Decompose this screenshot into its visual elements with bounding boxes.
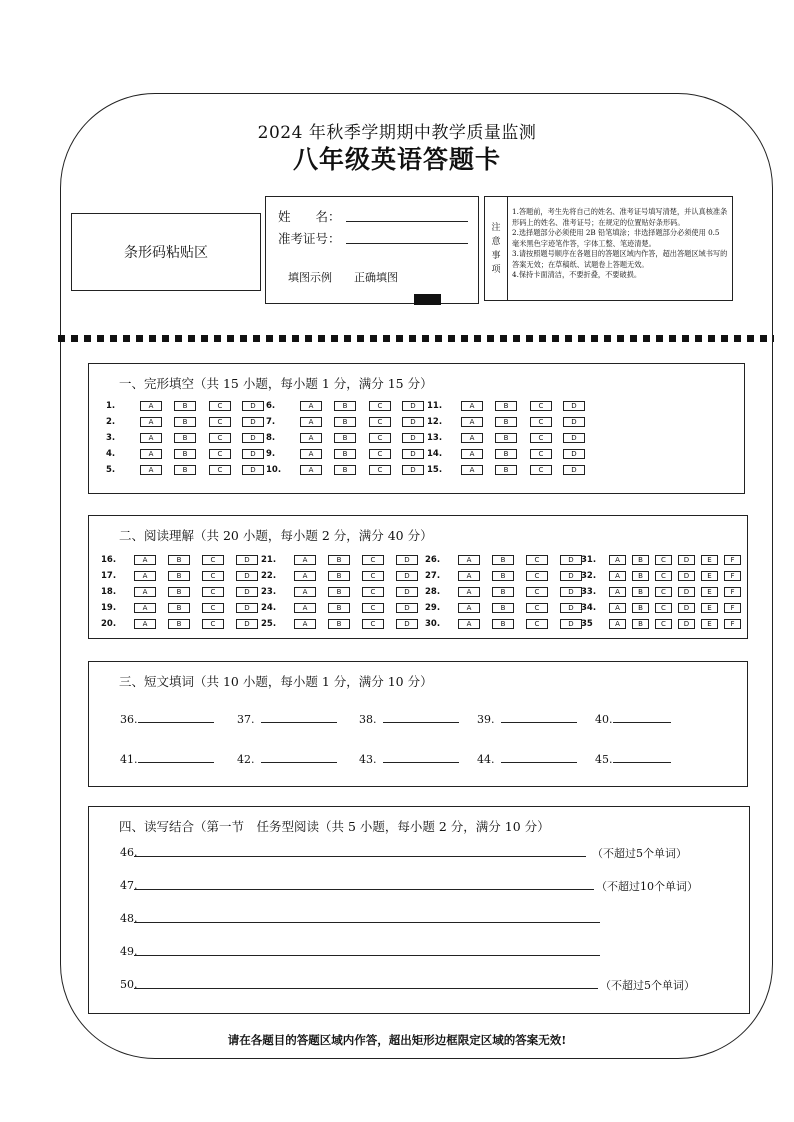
- option-bubble-b[interactable]: B: [328, 587, 350, 597]
- option-bubble-b[interactable]: B: [632, 555, 649, 565]
- option-bubble-c[interactable]: C: [369, 449, 391, 459]
- notes-box: [484, 196, 733, 301]
- blank-line[interactable]: [383, 712, 459, 723]
- option-bubble-c[interactable]: C: [209, 417, 231, 427]
- question-number: 27.: [425, 571, 441, 581]
- question-number: 6.: [266, 401, 276, 411]
- option-bubble-d[interactable]: D: [242, 417, 264, 427]
- option-bubble-f[interactable]: F: [724, 587, 741, 597]
- option-bubble-e[interactable]: E: [701, 555, 718, 565]
- option-bubble-d[interactable]: D: [242, 401, 264, 411]
- question-number: 18.: [101, 587, 117, 597]
- option-bubble-c[interactable]: C: [202, 571, 224, 581]
- cut-line: [58, 335, 774, 342]
- question-number: 34.: [581, 603, 597, 613]
- question-number: 26.: [425, 555, 441, 565]
- option-bubble-d[interactable]: D: [236, 555, 258, 565]
- option-bubble-b[interactable]: B: [168, 603, 190, 613]
- word-blank[interactable]: [595, 752, 671, 766]
- blank-line[interactable]: [383, 752, 459, 763]
- question-number: 9.: [266, 449, 276, 459]
- blank-number: 38.: [359, 713, 377, 726]
- word-limit-hint: （不超过5个单词）: [592, 847, 687, 860]
- word-blank[interactable]: [237, 752, 337, 766]
- answer-underline[interactable]: [134, 988, 598, 989]
- section-word-fill: [88, 661, 748, 787]
- question-number: 29.: [425, 603, 441, 613]
- word-blank[interactable]: [477, 752, 577, 766]
- option-bubble-c[interactable]: C: [202, 555, 224, 565]
- option-bubble-b[interactable]: B: [492, 619, 514, 629]
- option-bubble-b[interactable]: B: [495, 433, 517, 443]
- option-bubble-a[interactable]: A: [134, 603, 156, 613]
- option-bubble-f[interactable]: F: [724, 603, 741, 613]
- option-bubble-b[interactable]: B: [632, 571, 649, 581]
- blank-line[interactable]: [501, 752, 577, 763]
- option-bubble-d[interactable]: D: [396, 603, 418, 613]
- option-bubble-a[interactable]: A: [458, 603, 480, 613]
- option-bubble-d[interactable]: D: [236, 603, 258, 613]
- option-bubble-a[interactable]: A: [300, 417, 322, 427]
- section-title: 四、读写结合（第一节 任务型阅读（共 5 小题，每小题 2 分，满分 10 分）: [119, 819, 550, 834]
- question-number: 10.: [266, 465, 282, 475]
- option-bubble-e[interactable]: E: [701, 571, 718, 581]
- question-number: 22.: [261, 571, 277, 581]
- notes-heading-char: 注: [491, 222, 501, 233]
- option-bubble-d[interactable]: D: [242, 465, 264, 475]
- option-bubble-a[interactable]: A: [461, 449, 483, 459]
- option-bubble-d[interactable]: D: [402, 465, 424, 475]
- option-bubble-b[interactable]: B: [632, 603, 649, 613]
- option-bubble-c[interactable]: C: [655, 587, 672, 597]
- option-bubble-d[interactable]: D: [678, 603, 695, 613]
- option-bubble-a[interactable]: A: [300, 449, 322, 459]
- question-number: 25.: [261, 619, 277, 629]
- option-bubble-d[interactable]: D: [563, 465, 585, 475]
- option-bubble-b[interactable]: B: [495, 449, 517, 459]
- answer-underline[interactable]: [134, 889, 594, 890]
- question-number: 24.: [261, 603, 277, 613]
- footer-warning: 请在各题目的答题区域内作答，超出矩形边框限定区域的答案无效!: [227, 1033, 567, 1047]
- option-bubble-a[interactable]: A: [609, 587, 626, 597]
- option-bubble-d[interactable]: D: [563, 433, 585, 443]
- option-bubble-c[interactable]: C: [362, 555, 384, 565]
- question-number: 30.: [425, 619, 441, 629]
- option-bubble-c[interactable]: C: [202, 619, 224, 629]
- option-bubble-d[interactable]: D: [396, 619, 418, 629]
- option-bubble-c[interactable]: C: [209, 433, 231, 443]
- question-number: 19.: [101, 603, 117, 613]
- option-bubble-b[interactable]: B: [174, 433, 196, 443]
- section-cloze: [88, 363, 745, 494]
- blank-number: 43.: [359, 753, 377, 766]
- blank-number: 42.: [237, 753, 255, 766]
- answer-underline[interactable]: [134, 856, 586, 857]
- option-bubble-d[interactable]: D: [242, 433, 264, 443]
- fill-example-label: 填图示例: [288, 271, 332, 284]
- option-bubble-d[interactable]: D: [236, 571, 258, 581]
- answer-number: 46.: [120, 846, 138, 859]
- option-bubble-b[interactable]: B: [328, 571, 350, 581]
- option-bubble-b[interactable]: B: [168, 571, 190, 581]
- question-number: 4.: [106, 449, 116, 459]
- option-bubble-d[interactable]: D: [678, 555, 695, 565]
- option-bubble-a[interactable]: A: [300, 401, 322, 411]
- option-bubble-b[interactable]: B: [495, 465, 517, 475]
- answer-underline[interactable]: [134, 955, 600, 956]
- option-bubble-a[interactable]: A: [461, 433, 483, 443]
- notes-body: [512, 207, 728, 281]
- option-bubble-c[interactable]: C: [526, 603, 548, 613]
- word-blank[interactable]: [120, 712, 214, 726]
- option-bubble-a[interactable]: A: [609, 571, 626, 581]
- option-bubble-c[interactable]: C: [369, 433, 391, 443]
- option-bubble-a[interactable]: A: [609, 619, 626, 629]
- option-bubble-b[interactable]: B: [168, 619, 190, 629]
- option-bubble-d[interactable]: D: [560, 619, 582, 629]
- option-bubble-d[interactable]: D: [402, 433, 424, 443]
- option-bubble-a[interactable]: A: [140, 433, 162, 443]
- option-bubble-c[interactable]: C: [655, 571, 672, 581]
- question-number: 13.: [427, 433, 443, 443]
- option-bubble-c[interactable]: C: [362, 603, 384, 613]
- barcode-area: [71, 213, 261, 291]
- option-bubble-d[interactable]: D: [402, 449, 424, 459]
- barcode-label: 条形码粘贴区: [124, 245, 208, 261]
- option-bubble-b[interactable]: B: [334, 465, 356, 475]
- question-number: 32.: [581, 571, 597, 581]
- question-number: 33.: [581, 587, 597, 597]
- blank-line[interactable]: [501, 712, 577, 723]
- option-bubble-b[interactable]: B: [492, 603, 514, 613]
- answer-line[interactable]: [120, 912, 138, 925]
- name-label: 姓 名：: [278, 209, 341, 224]
- answer-number: 47.: [120, 879, 138, 892]
- question-number: 3.: [106, 433, 116, 443]
- option-bubble-b[interactable]: B: [632, 587, 649, 597]
- exam-title: 2024 年秋季学期期中教学质量监测: [257, 123, 537, 143]
- option-bubble-b[interactable]: B: [328, 555, 350, 565]
- answer-underline[interactable]: [134, 922, 600, 923]
- option-bubble-a[interactable]: A: [140, 449, 162, 459]
- option-bubble-c[interactable]: C: [209, 401, 231, 411]
- option-bubble-b[interactable]: B: [492, 587, 514, 597]
- option-bubble-b[interactable]: B: [334, 417, 356, 427]
- option-bubble-a[interactable]: A: [134, 571, 156, 581]
- option-bubble-d[interactable]: D: [402, 417, 424, 427]
- name-field[interactable]: [346, 221, 468, 222]
- option-bubble-a[interactable]: A: [461, 401, 483, 411]
- option-bubble-a[interactable]: A: [134, 555, 156, 565]
- option-bubble-c[interactable]: C: [362, 587, 384, 597]
- option-bubble-c[interactable]: C: [655, 619, 672, 629]
- option-bubble-c[interactable]: C: [530, 417, 552, 427]
- blank-number: 41.: [120, 753, 138, 766]
- question-number: 11.: [427, 401, 443, 411]
- option-bubble-b[interactable]: B: [168, 555, 190, 565]
- notes-heading-char: 意: [491, 236, 501, 247]
- answer-line[interactable]: [120, 879, 698, 893]
- option-bubble-d[interactable]: D: [560, 587, 582, 597]
- option-bubble-a[interactable]: A: [140, 417, 162, 427]
- question-number: 7.: [266, 417, 276, 427]
- option-bubble-a[interactable]: A: [134, 619, 156, 629]
- option-bubble-d[interactable]: D: [396, 571, 418, 581]
- option-bubble-e[interactable]: E: [701, 619, 718, 629]
- option-bubble-a[interactable]: A: [461, 465, 483, 475]
- question-number: 23.: [261, 587, 277, 597]
- option-bubble-c[interactable]: C: [655, 603, 672, 613]
- question-number: 2.: [106, 417, 116, 427]
- option-bubble-b[interactable]: B: [174, 417, 196, 427]
- notes-heading-char: 事: [491, 250, 501, 261]
- notes-heading-char: 项: [491, 264, 501, 275]
- option-bubble-d[interactable]: D: [242, 449, 264, 459]
- option-bubble-b[interactable]: B: [334, 433, 356, 443]
- option-bubble-a[interactable]: A: [294, 571, 316, 581]
- option-bubble-a[interactable]: A: [294, 603, 316, 613]
- section-title: 一、完形填空（共 15 小题，每小题 1 分，满分 15 分）: [119, 376, 433, 391]
- option-bubble-c[interactable]: C: [526, 587, 548, 597]
- note-line: 2.选择题部分必须使用 2B 铅笔填涂；非选择题部分必须使用 0.5 毫米黑色字迹笔作答，字体工整、笔迹清楚。: [512, 228, 720, 248]
- option-bubble-b[interactable]: B: [495, 401, 517, 411]
- option-bubble-d[interactable]: D: [402, 401, 424, 411]
- option-bubble-a[interactable]: A: [140, 401, 162, 411]
- answer-number: 50.: [120, 978, 138, 991]
- option-bubble-c[interactable]: C: [362, 619, 384, 629]
- option-bubble-c[interactable]: C: [209, 465, 231, 475]
- option-bubble-c[interactable]: C: [202, 603, 224, 613]
- section-task-reading: [88, 806, 750, 1014]
- option-bubble-d[interactable]: D: [560, 571, 582, 581]
- word-blank[interactable]: [120, 752, 214, 766]
- answer-line[interactable]: [120, 978, 695, 992]
- card-title: 八年级英语答题卡: [292, 145, 501, 174]
- option-bubble-d[interactable]: D: [236, 587, 258, 597]
- option-bubble-d[interactable]: D: [563, 449, 585, 459]
- question-number: 35: [581, 619, 593, 629]
- exam-number-field[interactable]: [346, 243, 468, 244]
- option-bubble-b[interactable]: B: [492, 571, 514, 581]
- option-bubble-a[interactable]: A: [458, 619, 480, 629]
- option-bubble-c[interactable]: C: [526, 571, 548, 581]
- option-bubble-c[interactable]: C: [530, 449, 552, 459]
- option-bubble-a[interactable]: A: [300, 433, 322, 443]
- option-bubble-d[interactable]: D: [678, 587, 695, 597]
- word-blank[interactable]: [359, 712, 459, 726]
- word-limit-hint: （不超过10个单词）: [596, 880, 698, 893]
- note-line: 3.请按照题号顺序在各题目的答题区域内作答，超出答题区域书写的答案无效；在草稿纸、试题卷上答题无效。: [512, 249, 728, 269]
- blank-line[interactable]: [261, 712, 337, 723]
- option-bubble-b[interactable]: B: [492, 555, 514, 565]
- option-bubble-c[interactable]: C: [362, 571, 384, 581]
- filled-mark-example: [414, 294, 441, 305]
- question-number: 31.: [581, 555, 597, 565]
- blank-line[interactable]: [138, 712, 214, 723]
- option-bubble-b[interactable]: B: [174, 465, 196, 475]
- question-number: 15.: [427, 465, 443, 475]
- question-number: 12.: [427, 417, 443, 427]
- option-bubble-f[interactable]: F: [724, 619, 741, 629]
- option-bubble-a[interactable]: A: [294, 555, 316, 565]
- blank-number: 44.: [477, 753, 495, 766]
- note-line: 1.答题前，考生先将自己的姓名、准考证号填写清楚，并认真核准条形码上的姓名、准考证号；在规定的位置贴好条形码。: [512, 207, 728, 227]
- option-bubble-d[interactable]: D: [563, 401, 585, 411]
- blank-line[interactable]: [261, 752, 337, 763]
- option-bubble-a[interactable]: A: [294, 619, 316, 629]
- option-bubble-c[interactable]: C: [526, 619, 548, 629]
- blank-number: 40.: [595, 713, 613, 726]
- section-title: 三、短文填词（共 10 小题，每小题 1 分，满分 10 分）: [119, 674, 433, 689]
- answer-number: 48.: [120, 912, 138, 925]
- answer-line[interactable]: [120, 846, 687, 860]
- word-blank[interactable]: [477, 712, 577, 726]
- option-bubble-a[interactable]: A: [609, 555, 626, 565]
- section-title: 二、阅读理解（共 20 小题，每小题 2 分，满分 40 分）: [119, 528, 433, 543]
- option-bubble-a[interactable]: A: [134, 587, 156, 597]
- blank-line[interactable]: [613, 712, 671, 723]
- section-reading: [88, 515, 748, 639]
- blank-number: 39.: [477, 713, 495, 726]
- blank-number: 45.: [595, 753, 613, 766]
- option-bubble-d[interactable]: D: [236, 619, 258, 629]
- option-bubble-e[interactable]: E: [701, 603, 718, 613]
- question-number: 1.: [106, 401, 116, 411]
- option-bubble-a[interactable]: A: [458, 555, 480, 565]
- option-bubble-a[interactable]: A: [458, 587, 480, 597]
- blank-number: 37.: [237, 713, 255, 726]
- option-bubble-b[interactable]: B: [334, 401, 356, 411]
- word-blank[interactable]: [595, 712, 671, 726]
- option-bubble-b[interactable]: B: [495, 417, 517, 427]
- option-bubble-f[interactable]: F: [724, 571, 741, 581]
- option-bubble-c[interactable]: C: [530, 433, 552, 443]
- word-blank[interactable]: [359, 752, 459, 766]
- option-bubble-c[interactable]: C: [530, 465, 552, 475]
- option-bubble-d[interactable]: D: [396, 555, 418, 565]
- option-bubble-c[interactable]: C: [202, 587, 224, 597]
- option-bubble-b[interactable]: B: [632, 619, 649, 629]
- question-number: 14.: [427, 449, 443, 459]
- question-number: 5.: [106, 465, 116, 475]
- option-bubble-b[interactable]: B: [174, 449, 196, 459]
- option-bubble-c[interactable]: C: [369, 465, 391, 475]
- option-bubble-a[interactable]: A: [461, 417, 483, 427]
- option-bubble-a[interactable]: A: [300, 465, 322, 475]
- option-bubble-c[interactable]: C: [369, 401, 391, 411]
- option-bubble-d[interactable]: D: [560, 603, 582, 613]
- question-number: 28.: [425, 587, 441, 597]
- option-bubble-e[interactable]: E: [701, 587, 718, 597]
- blank-line[interactable]: [613, 752, 671, 763]
- option-bubble-b[interactable]: B: [174, 401, 196, 411]
- option-bubble-c[interactable]: C: [369, 417, 391, 427]
- notes-heading: [485, 197, 508, 300]
- option-bubble-c[interactable]: C: [526, 555, 548, 565]
- option-bubble-a[interactable]: A: [294, 587, 316, 597]
- question-number: 20.: [101, 619, 117, 629]
- option-bubble-b[interactable]: B: [168, 587, 190, 597]
- blank-number: 36.: [120, 713, 138, 726]
- option-bubble-d[interactable]: D: [678, 571, 695, 581]
- blank-line[interactable]: [138, 752, 214, 763]
- question-number: 16.: [101, 555, 117, 565]
- option-bubble-d[interactable]: D: [563, 417, 585, 427]
- correct-fill-label: 正确填图: [354, 271, 398, 284]
- answer-line[interactable]: [120, 945, 138, 958]
- word-limit-hint: （不超过5个单词）: [600, 979, 695, 992]
- option-bubble-c[interactable]: C: [655, 555, 672, 565]
- option-bubble-c[interactable]: C: [209, 449, 231, 459]
- option-bubble-b[interactable]: B: [328, 603, 350, 613]
- option-bubble-d[interactable]: D: [396, 587, 418, 597]
- option-bubble-d[interactable]: D: [678, 619, 695, 629]
- question-number: 21.: [261, 555, 277, 565]
- word-blank[interactable]: [237, 712, 337, 726]
- answer-number: 49.: [120, 945, 138, 958]
- option-bubble-d[interactable]: D: [560, 555, 582, 565]
- option-bubble-f[interactable]: F: [724, 555, 741, 565]
- note-line: 4.保持卡面清洁，不要折叠，不要破损。: [512, 270, 642, 279]
- option-bubble-a[interactable]: A: [609, 603, 626, 613]
- exam-number-label: 准考证号：: [278, 231, 341, 246]
- option-bubble-a[interactable]: A: [140, 465, 162, 475]
- question-number: 17.: [101, 571, 117, 581]
- option-bubble-a[interactable]: A: [458, 571, 480, 581]
- option-bubble-b[interactable]: B: [334, 449, 356, 459]
- option-bubble-b[interactable]: B: [328, 619, 350, 629]
- student-info-box: [265, 196, 479, 304]
- question-number: 8.: [266, 433, 276, 443]
- option-bubble-c[interactable]: C: [530, 401, 552, 411]
